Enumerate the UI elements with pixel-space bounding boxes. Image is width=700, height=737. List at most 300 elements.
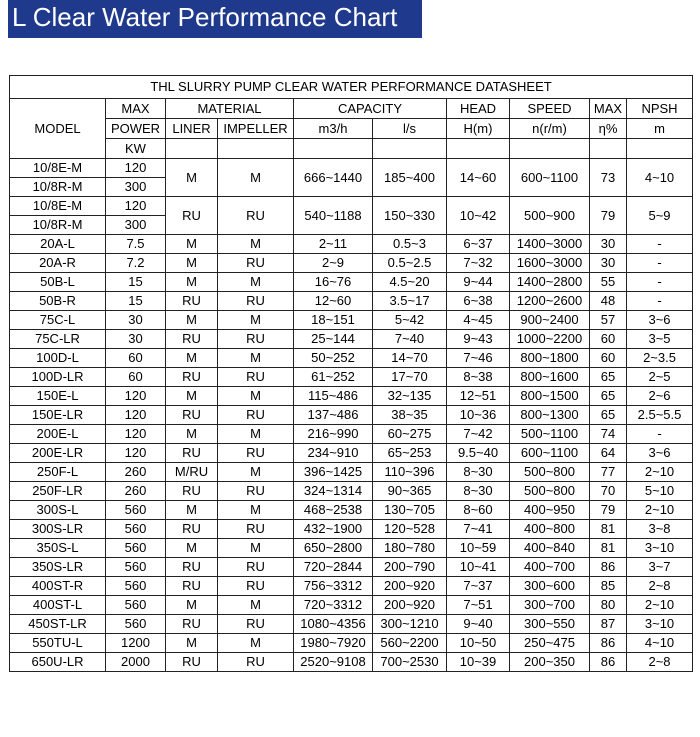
cell-capacity-m3h: 432~1900 (294, 520, 373, 539)
header-blank (218, 139, 294, 159)
cell-head: 7~32 (447, 254, 510, 273)
cell-liner: RU (166, 368, 218, 387)
cell-efficiency: 81 (590, 520, 627, 539)
cell-speed: 400~700 (510, 558, 590, 577)
cell-power: 300 (106, 216, 166, 235)
cell-npsh: 3~6 (627, 444, 693, 463)
table-title: THL SLURRY PUMP CLEAR WATER PERFORMANCE DATASHEET (10, 76, 693, 99)
header-max-efficiency: MAX (590, 99, 627, 119)
cell-capacity-m3h: 396~1425 (294, 463, 373, 482)
table-row (10, 368, 693, 387)
table-row (10, 311, 693, 330)
cell-capacity-ls: 14~70 (373, 349, 447, 368)
cell-capacity-m3h: 12~60 (294, 292, 373, 311)
cell-power: 30 (106, 330, 166, 349)
table-row (10, 444, 693, 463)
cell-speed: 900~2400 (510, 311, 590, 330)
cell-head: 12~51 (447, 387, 510, 406)
cell-model: 10/8E-M (10, 159, 106, 178)
cell-power: 1200 (106, 634, 166, 653)
cell-liner: RU (166, 577, 218, 596)
data-rows (10, 235, 693, 672)
cell-head: 8~30 (447, 463, 510, 482)
cell-head: 10~59 (447, 539, 510, 558)
cell-capacity-m3h: 720~2844 (294, 558, 373, 577)
cell-model: 20A-R (10, 254, 106, 273)
cell-capacity-ls: 0.5~3 (373, 235, 447, 254)
cell-liner: RU (166, 653, 218, 672)
cell-model: 10/8E-M (10, 197, 106, 216)
cell-efficiency: 86 (590, 558, 627, 577)
header-blank (373, 139, 447, 159)
cell-capacity-ls: 700~2530 (373, 653, 447, 672)
cell-efficiency: 86 (590, 653, 627, 672)
cell-impeller: RU (218, 406, 294, 425)
cell-liner: RU (166, 520, 218, 539)
cell-capacity-m3h: 61~252 (294, 368, 373, 387)
cell-head: 8~38 (447, 368, 510, 387)
cell-head: 10~41 (447, 558, 510, 577)
cell-capacity-m3h: 324~1314 (294, 482, 373, 501)
cell-capacity-m3h: 666~1440 (294, 159, 373, 197)
cell-capacity-ls: 180~780 (373, 539, 447, 558)
cell-npsh: 2~10 (627, 501, 693, 520)
cell-speed: 1000~2200 (510, 330, 590, 349)
cell-head: 9~44 (447, 273, 510, 292)
table-row (10, 425, 693, 444)
cell-npsh: 5~9 (627, 197, 693, 235)
cell-power: 260 (106, 463, 166, 482)
table-row (10, 634, 693, 653)
cell-power: 120 (106, 387, 166, 406)
cell-impeller: M (218, 596, 294, 615)
cell-model: 20A-L (10, 235, 106, 254)
cell-head: 7~46 (447, 349, 510, 368)
cell-efficiency: 65 (590, 406, 627, 425)
cell-efficiency: 64 (590, 444, 627, 463)
header-ls: l/s (373, 119, 447, 139)
cell-power: 60 (106, 368, 166, 387)
cell-capacity-m3h: 16~76 (294, 273, 373, 292)
cell-model: 50B-L (10, 273, 106, 292)
header-liner: LINER (166, 119, 218, 139)
table-row (10, 197, 693, 216)
cell-speed: 400~950 (510, 501, 590, 520)
cell-head: 10~39 (447, 653, 510, 672)
cell-capacity-ls: 5~42 (373, 311, 447, 330)
cell-power: 560 (106, 520, 166, 539)
cell-head: 7~42 (447, 425, 510, 444)
cell-head: 8~30 (447, 482, 510, 501)
cell-capacity-m3h: 468~2538 (294, 501, 373, 520)
cell-efficiency: 77 (590, 463, 627, 482)
cell-capacity-m3h: 18~151 (294, 311, 373, 330)
cell-power: 560 (106, 577, 166, 596)
table-row (10, 520, 693, 539)
title-banner (8, 0, 422, 38)
cell-speed: 800~1600 (510, 368, 590, 387)
cell-liner: RU (166, 330, 218, 349)
cell-liner: M (166, 273, 218, 292)
header-blank (510, 139, 590, 159)
cell-model: 200E-L (10, 425, 106, 444)
cell-capacity-m3h: 1980~7920 (294, 634, 373, 653)
cell-head: 6~38 (447, 292, 510, 311)
cell-efficiency: 30 (590, 235, 627, 254)
cell-power: 260 (106, 482, 166, 501)
cell-power: 15 (106, 273, 166, 292)
cell-impeller: M (218, 349, 294, 368)
cell-capacity-ls: 110~396 (373, 463, 447, 482)
cell-capacity-m3h: 720~3312 (294, 596, 373, 615)
cell-npsh: 3~6 (627, 311, 693, 330)
cell-power: 7.5 (106, 235, 166, 254)
cell-power: 2000 (106, 653, 166, 672)
cell-impeller: RU (218, 368, 294, 387)
cell-impeller: M (218, 425, 294, 444)
table-row (10, 330, 693, 349)
cell-head: 7~37 (447, 577, 510, 596)
cell-npsh: 3~8 (627, 520, 693, 539)
cell-impeller: M (218, 463, 294, 482)
cell-power: 120 (106, 406, 166, 425)
cell-efficiency: 79 (590, 197, 627, 235)
cell-npsh: - (627, 425, 693, 444)
cell-capacity-m3h: 234~910 (294, 444, 373, 463)
cell-liner: RU (166, 615, 218, 634)
cell-liner: M (166, 254, 218, 273)
cell-capacity-ls: 200~790 (373, 558, 447, 577)
table-row (10, 653, 693, 672)
cell-capacity-ls: 130~705 (373, 501, 447, 520)
table-row (10, 406, 693, 425)
cell-model: 150E-LR (10, 406, 106, 425)
header-hm: H(m) (447, 119, 510, 139)
cell-head: 14~60 (447, 159, 510, 197)
cell-power: 560 (106, 539, 166, 558)
cell-power: 120 (106, 425, 166, 444)
cell-npsh: 2~8 (627, 653, 693, 672)
header-kw: KW (106, 139, 166, 159)
cell-model: 300S-LR (10, 520, 106, 539)
cell-npsh: 2~10 (627, 463, 693, 482)
cell-model: 150E-L (10, 387, 106, 406)
cell-capacity-ls: 185~400 (373, 159, 447, 197)
cell-speed: 500~800 (510, 463, 590, 482)
cell-model: 550TU-L (10, 634, 106, 653)
cell-speed: 500~800 (510, 482, 590, 501)
cell-impeller: RU (218, 292, 294, 311)
cell-liner: M (166, 349, 218, 368)
cell-power: 560 (106, 558, 166, 577)
table-row (10, 596, 693, 615)
cell-liner: M (166, 634, 218, 653)
table-row (10, 235, 693, 254)
cell-liner: RU (166, 444, 218, 463)
cell-impeller: M (218, 387, 294, 406)
cell-liner: M (166, 311, 218, 330)
cell-impeller: RU (218, 615, 294, 634)
cell-npsh: 4~10 (627, 159, 693, 197)
cell-npsh: 3~10 (627, 539, 693, 558)
cell-impeller: RU (218, 197, 294, 235)
header-blank (166, 139, 218, 159)
cell-power: 15 (106, 292, 166, 311)
cell-model: 650U-LR (10, 653, 106, 672)
cell-capacity-ls: 0.5~2.5 (373, 254, 447, 273)
cell-impeller: M (218, 273, 294, 292)
table-row (10, 482, 693, 501)
cell-capacity-m3h: 2~9 (294, 254, 373, 273)
cell-power: 120 (106, 197, 166, 216)
cell-capacity-ls: 200~920 (373, 596, 447, 615)
header-impeller: IMPELLER (218, 119, 294, 139)
cell-efficiency: 80 (590, 596, 627, 615)
cell-speed: 300~700 (510, 596, 590, 615)
cell-capacity-ls: 17~70 (373, 368, 447, 387)
header-blank (627, 139, 693, 159)
cell-npsh: 3~10 (627, 615, 693, 634)
cell-capacity-m3h: 25~144 (294, 330, 373, 349)
cell-head: 7~41 (447, 520, 510, 539)
cell-efficiency: 87 (590, 615, 627, 634)
cell-model: 100D-LR (10, 368, 106, 387)
cell-head: 10~36 (447, 406, 510, 425)
cell-npsh: 2~10 (627, 596, 693, 615)
cell-speed: 500~900 (510, 197, 590, 235)
cell-capacity-ls: 7~40 (373, 330, 447, 349)
cell-capacity-ls: 90~365 (373, 482, 447, 501)
cell-head: 4~45 (447, 311, 510, 330)
cell-capacity-m3h: 50~252 (294, 349, 373, 368)
header-blank (294, 139, 373, 159)
cell-impeller: RU (218, 653, 294, 672)
cell-capacity-ls: 38~35 (373, 406, 447, 425)
table-row (10, 615, 693, 634)
cell-capacity-ls: 300~1210 (373, 615, 447, 634)
cell-speed: 500~1100 (510, 425, 590, 444)
cell-efficiency: 55 (590, 273, 627, 292)
cell-liner: RU (166, 292, 218, 311)
cell-capacity-ls: 120~528 (373, 520, 447, 539)
cell-npsh: 2~8 (627, 577, 693, 596)
cell-speed: 800~1800 (510, 349, 590, 368)
cell-model: 400ST-R (10, 577, 106, 596)
cell-head: 9.5~40 (447, 444, 510, 463)
header-npsh: NPSH (627, 99, 693, 119)
cell-speed: 300~550 (510, 615, 590, 634)
cell-speed: 800~1500 (510, 387, 590, 406)
table-row (10, 349, 693, 368)
cell-model: 450ST-LR (10, 615, 106, 634)
cell-liner: RU (166, 558, 218, 577)
cell-capacity-ls: 3.5~17 (373, 292, 447, 311)
header-material: MATERIAL (166, 99, 294, 119)
cell-npsh: 2~3.5 (627, 349, 693, 368)
cell-npsh: - (627, 273, 693, 292)
cell-impeller: RU (218, 482, 294, 501)
cell-npsh: 2~5 (627, 368, 693, 387)
cell-impeller: RU (218, 330, 294, 349)
page-title: L Clear Water Performance Chart (12, 2, 398, 32)
cell-liner: RU (166, 406, 218, 425)
cell-model: 350S-LR (10, 558, 106, 577)
cell-power: 7.2 (106, 254, 166, 273)
cell-liner: RU (166, 482, 218, 501)
header-model: MODEL (10, 99, 106, 159)
cell-head: 9~40 (447, 615, 510, 634)
cell-impeller: RU (218, 520, 294, 539)
cell-head: 10~42 (447, 197, 510, 235)
cell-head: 9~43 (447, 330, 510, 349)
cell-head: 8~60 (447, 501, 510, 520)
cell-liner: M (166, 387, 218, 406)
cell-speed: 800~1300 (510, 406, 590, 425)
cell-power: 120 (106, 159, 166, 178)
cell-model: 10/8R-M (10, 178, 106, 197)
cell-power: 560 (106, 615, 166, 634)
cell-liner: M (166, 235, 218, 254)
performance-datasheet-table (9, 75, 693, 672)
cell-model: 75C-LR (10, 330, 106, 349)
table-row (10, 159, 693, 178)
cell-impeller: RU (218, 577, 294, 596)
cell-npsh: - (627, 254, 693, 273)
cell-liner: M (166, 501, 218, 520)
cell-speed: 400~840 (510, 539, 590, 558)
cell-capacity-m3h: 2~11 (294, 235, 373, 254)
cell-npsh: - (627, 235, 693, 254)
cell-capacity-m3h: 540~1188 (294, 197, 373, 235)
cell-speed: 1400~2800 (510, 273, 590, 292)
header-power: POWER (106, 119, 166, 139)
cell-impeller: RU (218, 254, 294, 273)
table-row (10, 539, 693, 558)
table-row (10, 558, 693, 577)
cell-liner: M (166, 539, 218, 558)
cell-efficiency: 86 (590, 634, 627, 653)
header-speed: SPEED (510, 99, 590, 119)
header-head: HEAD (447, 99, 510, 119)
cell-capacity-ls: 32~135 (373, 387, 447, 406)
cell-npsh: 3~7 (627, 558, 693, 577)
cell-liner: RU (166, 197, 218, 235)
cell-liner: M (166, 596, 218, 615)
cell-npsh: 4~10 (627, 634, 693, 653)
table-row (10, 292, 693, 311)
cell-speed: 400~800 (510, 520, 590, 539)
cell-capacity-ls: 60~275 (373, 425, 447, 444)
cell-power: 560 (106, 596, 166, 615)
cell-speed: 1400~3000 (510, 235, 590, 254)
cell-npsh: 3~5 (627, 330, 693, 349)
cell-efficiency: 65 (590, 368, 627, 387)
table-row (10, 577, 693, 596)
cell-model: 250F-L (10, 463, 106, 482)
table-row (10, 463, 693, 482)
cell-efficiency: 57 (590, 311, 627, 330)
cell-head: 10~50 (447, 634, 510, 653)
header-npsh-unit: m (627, 119, 693, 139)
cell-speed: 300~600 (510, 577, 590, 596)
cell-capacity-m3h: 2520~9108 (294, 653, 373, 672)
cell-capacity-ls: 4.5~20 (373, 273, 447, 292)
cell-capacity-m3h: 216~990 (294, 425, 373, 444)
cell-model: 200E-LR (10, 444, 106, 463)
cell-efficiency: 60 (590, 349, 627, 368)
cell-model: 75C-L (10, 311, 106, 330)
cell-efficiency: 79 (590, 501, 627, 520)
cell-efficiency: 74 (590, 425, 627, 444)
cell-capacity-m3h: 650~2800 (294, 539, 373, 558)
table-row (10, 254, 693, 273)
cell-model: 50B-R (10, 292, 106, 311)
cell-efficiency: 65 (590, 387, 627, 406)
header-eta: η% (590, 119, 627, 139)
cell-head: 6~37 (447, 235, 510, 254)
cell-model: 100D-L (10, 349, 106, 368)
cell-speed: 200~350 (510, 653, 590, 672)
cell-power: 560 (106, 501, 166, 520)
header-capacity: CAPACITY (294, 99, 447, 119)
cell-liner: M (166, 425, 218, 444)
cell-impeller: RU (218, 444, 294, 463)
header-blank (590, 139, 627, 159)
cell-speed: 250~475 (510, 634, 590, 653)
cell-model: 10/8R-M (10, 216, 106, 235)
table-row (10, 387, 693, 406)
cell-efficiency: 30 (590, 254, 627, 273)
cell-impeller: M (218, 159, 294, 197)
cell-efficiency: 85 (590, 577, 627, 596)
cell-speed: 600~1100 (510, 159, 590, 197)
cell-power: 120 (106, 444, 166, 463)
cell-npsh: - (627, 292, 693, 311)
cell-impeller: M (218, 539, 294, 558)
cell-npsh: 2~6 (627, 387, 693, 406)
cell-capacity-m3h: 137~486 (294, 406, 373, 425)
cell-liner: M/RU (166, 463, 218, 482)
cell-npsh: 2.5~5.5 (627, 406, 693, 425)
cell-capacity-m3h: 115~486 (294, 387, 373, 406)
cell-model: 400ST-L (10, 596, 106, 615)
cell-capacity-m3h: 756~3312 (294, 577, 373, 596)
header-nrm: n(r/m) (510, 119, 590, 139)
cell-efficiency: 70 (590, 482, 627, 501)
header-m3h: m3/h (294, 119, 373, 139)
cell-capacity-ls: 65~253 (373, 444, 447, 463)
cell-capacity-ls: 560~2200 (373, 634, 447, 653)
cell-head: 7~51 (447, 596, 510, 615)
table-row (10, 501, 693, 520)
cell-model: 300S-L (10, 501, 106, 520)
cell-speed: 1200~2600 (510, 292, 590, 311)
cell-impeller: M (218, 634, 294, 653)
header-blank (447, 139, 510, 159)
cell-impeller: M (218, 501, 294, 520)
cell-speed: 600~1100 (510, 444, 590, 463)
cell-power: 60 (106, 349, 166, 368)
cell-model: 350S-L (10, 539, 106, 558)
table-row (10, 273, 693, 292)
cell-efficiency: 81 (590, 539, 627, 558)
cell-capacity-ls: 200~920 (373, 577, 447, 596)
cell-capacity-m3h: 1080~4356 (294, 615, 373, 634)
cell-impeller: M (218, 235, 294, 254)
cell-efficiency: 48 (590, 292, 627, 311)
cell-npsh: 5~10 (627, 482, 693, 501)
cell-power: 300 (106, 178, 166, 197)
